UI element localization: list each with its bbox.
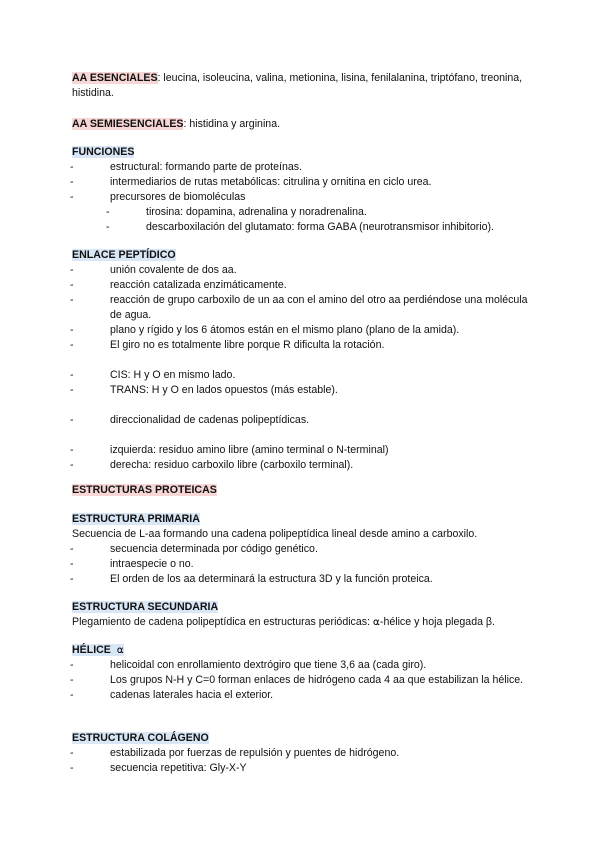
list-item: - unión covalente de dos aa. xyxy=(90,263,532,278)
essential-aa-paragraph xyxy=(72,71,532,101)
list-item: - descarboxilación del glutamato: forma GABA (neurotransmisor inhibitorio). xyxy=(126,220,532,235)
essential-aa-text: : leucina, isoleucina, valina, metionina, lisina, fenilalanina, triptófano, treonina, histidina. xyxy=(72,72,523,99)
primaria-heading: ESTRUCTURA PRIMARIA xyxy=(72,513,200,525)
essential-aa-heading: AA ESENCIALES xyxy=(72,72,158,84)
list-item: - estabilizada por fuerzas de repulsión y puentes de hidrógeno. xyxy=(90,746,532,761)
list-item: - El giro no es totalmente libre porque R dificulta la rotación. xyxy=(90,338,532,353)
primaria-list xyxy=(90,542,532,587)
semiessential-aa-text: : histidina y arginina. xyxy=(183,118,281,130)
colageno-heading: ESTRUCTURA COLÁGENO xyxy=(72,732,209,744)
list-item: - secuencia determinada por código genético. xyxy=(90,542,532,557)
list-item: - reacción catalizada enzimáticamente. xyxy=(90,278,532,293)
funciones-section xyxy=(72,145,532,235)
list-item: - intraespecie o no. xyxy=(90,557,532,572)
semiessential-aa-heading: AA SEMIESENCIALES xyxy=(72,118,184,130)
list-item: - TRANS: H y O en lados opuestos (más estable). xyxy=(90,383,532,398)
colageno-list xyxy=(90,746,532,776)
helice-section xyxy=(72,643,532,703)
helice-list xyxy=(90,658,532,703)
list-item: - estructural: formando parte de proteínas. xyxy=(90,160,532,175)
list-item: - intermediarios de rutas metabólicas: citrulina y ornitina en ciclo urea. xyxy=(90,175,532,190)
helice-heading-highlight xyxy=(72,644,124,656)
enlace-heading: ENLACE PEPTÍDICO xyxy=(72,249,176,261)
semiessential-aa-paragraph xyxy=(72,117,532,132)
helice-heading: HÉLICE xyxy=(72,644,111,656)
secundaria-intro: Plegamiento de cadena polipeptídica en estructuras periódicas: ⍺-hélice y hoja plegada β. xyxy=(72,616,495,628)
estructuras-heading: ESTRUCTURAS PROTEICAS xyxy=(72,484,217,496)
enlace-list-2 xyxy=(90,368,532,398)
list-item: - cadenas laterales hacia el exterior. xyxy=(90,688,532,703)
list-item: - tirosina: dopamina, adrenalina y noradrenalina. xyxy=(126,205,532,220)
enlace-section xyxy=(72,248,532,473)
list-item: - plano y rígido y los 6 átomos están en el mismo plano (plano de la amida). xyxy=(90,323,532,338)
funciones-heading: FUNCIONES xyxy=(72,146,135,158)
enlace-list-4 xyxy=(90,443,532,473)
list-item: - Los grupos N-H y C=0 forman enlaces de hidrógeno cada 4 aa que estabilizan la hélice. xyxy=(90,673,532,688)
secundaria-section xyxy=(72,600,532,630)
funciones-list xyxy=(90,160,532,205)
primaria-intro: Secuencia de L-aa formando una cadena polipeptídica lineal desde amino a carboxilo. xyxy=(72,528,478,540)
colageno-section xyxy=(72,731,532,776)
list-item: - secuencia repetitiva: Gly-X-Y xyxy=(90,761,532,776)
list-item: - reacción de grupo carboxilo de un aa con el amino del otro aa perdiéndose una molécula de agua. xyxy=(90,293,532,323)
estructuras-heading-row xyxy=(72,483,532,498)
list-item: - direccionalidad de cadenas polipeptídicas. xyxy=(90,413,532,428)
primaria-section xyxy=(72,512,532,587)
list-item: - precursores de biomoléculas xyxy=(90,190,532,205)
list-item: - CIS: H y O en mismo lado. xyxy=(90,368,532,383)
list-item: - El orden de los aa determinará la estructura 3D y la función proteica. xyxy=(90,572,532,587)
alpha-symbol: ⍺ xyxy=(116,644,124,656)
funciones-sublist xyxy=(126,205,532,235)
enlace-list-3 xyxy=(90,413,532,428)
secundaria-heading: ESTRUCTURA SECUNDARIA xyxy=(72,601,219,613)
list-item: - derecha: residuo carboxilo libre (carboxilo terminal). xyxy=(90,458,532,473)
list-item: - izquierda: residuo amino libre (amino terminal o N-terminal) xyxy=(90,443,532,458)
enlace-list-1 xyxy=(90,263,532,353)
list-item: - helicoidal con enrollamiento dextrógiro que tiene 3,6 aa (cada giro). xyxy=(90,658,532,673)
